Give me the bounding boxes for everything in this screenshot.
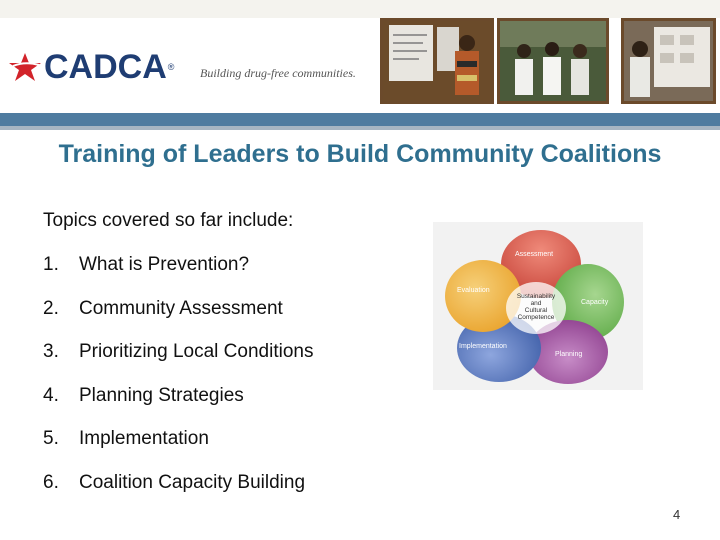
label-assessment: Assessment bbox=[515, 251, 554, 258]
logo-wordmark: CADCA bbox=[44, 48, 167, 86]
list-number: 3. bbox=[43, 341, 59, 362]
list-number: 5. bbox=[43, 428, 59, 449]
list-label: Implementation bbox=[79, 428, 209, 449]
center-label-line-4: Competence bbox=[517, 314, 555, 321]
header-photo-1 bbox=[380, 18, 494, 104]
prevention-framework-diagram bbox=[433, 222, 643, 390]
list-label: Prioritizing Local Conditions bbox=[79, 341, 314, 362]
logo-tagline: Building drug-free communities. bbox=[200, 66, 356, 80]
cadca-logo bbox=[8, 50, 174, 84]
topics-intro: Topics covered so far include: bbox=[43, 210, 294, 231]
center-label-line-2: and bbox=[530, 300, 542, 307]
list-label: Coalition Capacity Building bbox=[79, 471, 306, 493]
label-implementation: Implementation bbox=[459, 343, 507, 350]
list-label: What is Prevention? bbox=[79, 254, 250, 275]
photo-group-image bbox=[500, 21, 606, 101]
header-divider-shadow bbox=[0, 126, 720, 130]
label-evaluation: Evaluation bbox=[457, 287, 490, 294]
list-number: 6. bbox=[43, 471, 59, 493]
list-item bbox=[43, 472, 313, 516]
registered-mark: ® bbox=[167, 62, 175, 72]
list-item bbox=[43, 385, 313, 429]
list-item bbox=[43, 428, 313, 472]
header-photo-2 bbox=[497, 18, 609, 104]
center-label-line-3: Cultural bbox=[524, 307, 548, 314]
list-number: 4. bbox=[43, 384, 59, 406]
list-label: Planning Strategies bbox=[79, 384, 244, 406]
star-icon bbox=[8, 52, 42, 82]
list-item bbox=[43, 341, 313, 385]
center-label-line-1: Sustainability bbox=[516, 293, 556, 300]
top-strip bbox=[0, 0, 720, 18]
list-label: Community Assessment bbox=[79, 297, 283, 319]
list-number: 1. bbox=[43, 254, 59, 275]
label-capacity: Capacity bbox=[581, 299, 609, 306]
list-number: 2. bbox=[43, 297, 59, 319]
header-photo-3 bbox=[621, 18, 716, 104]
list-item bbox=[43, 254, 313, 298]
page-number: 4 bbox=[673, 507, 681, 522]
label-planning: Planning bbox=[555, 351, 583, 358]
topics-list bbox=[43, 254, 313, 515]
list-item bbox=[43, 298, 313, 342]
slide-title: Training of Leaders to Build Community Coalitions bbox=[58, 140, 662, 168]
photo-presenter-image bbox=[383, 21, 491, 101]
photo-workshop-image bbox=[624, 21, 713, 101]
